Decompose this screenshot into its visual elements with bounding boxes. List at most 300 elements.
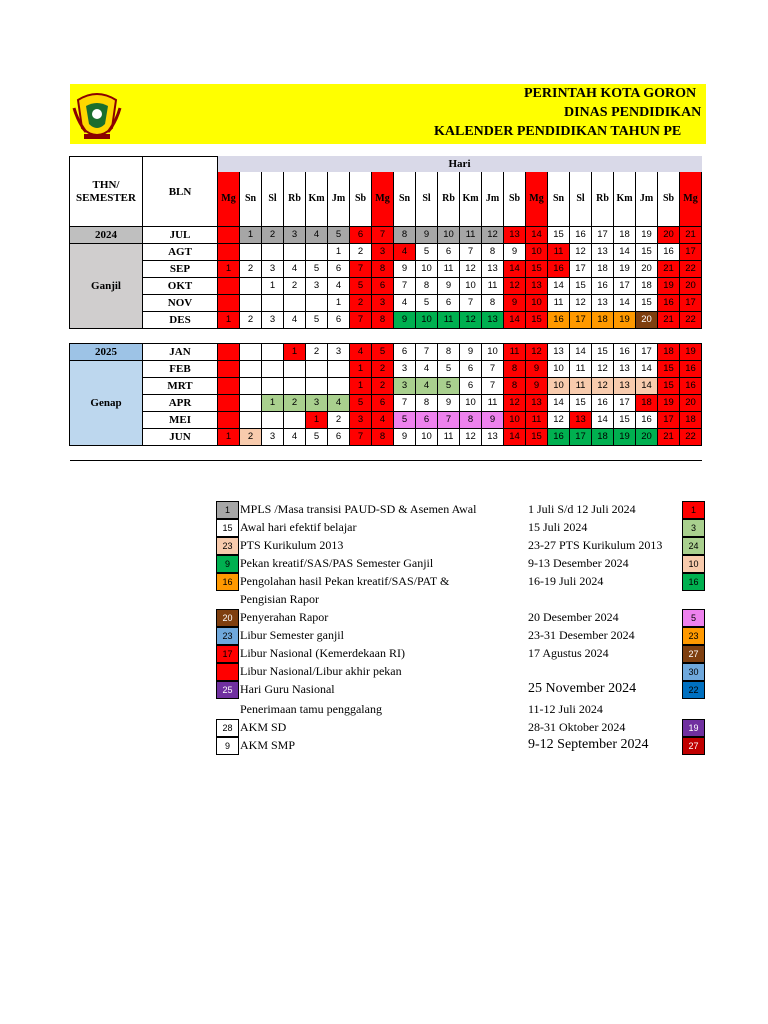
day-cell bbox=[218, 244, 240, 261]
legend-date: 11-12 Juli 2024 bbox=[528, 702, 603, 716]
day-cell: 5 bbox=[438, 361, 460, 378]
day-cell: 20 bbox=[680, 278, 702, 295]
day-cell bbox=[240, 278, 262, 295]
day-cell: 9 bbox=[460, 344, 482, 361]
day-cell: 14 bbox=[504, 312, 526, 329]
day-cell: 13 bbox=[614, 378, 636, 395]
year-2024: 2024 bbox=[70, 227, 143, 244]
day-cell: 12 bbox=[592, 361, 614, 378]
day-cell: 16 bbox=[658, 244, 680, 261]
day-cell: 14 bbox=[504, 429, 526, 446]
legend-row bbox=[216, 663, 706, 680]
legend-text: Pengolahan hasil Pekan kreatif/SAS/PAT & bbox=[240, 574, 450, 588]
day-cell: 18 bbox=[636, 278, 658, 295]
day-cell: 6 bbox=[328, 312, 350, 329]
legend-row bbox=[216, 537, 706, 554]
day-cell: 13 bbox=[548, 344, 570, 361]
day-cell: 7 bbox=[460, 295, 482, 312]
day-cell: 8 bbox=[372, 261, 394, 278]
day-cell: 17 bbox=[658, 412, 680, 429]
day-cell: 9 bbox=[482, 412, 504, 429]
day-cell: 6 bbox=[372, 395, 394, 412]
day-cell: 11 bbox=[548, 295, 570, 312]
header-title-line1 bbox=[230, 85, 706, 103]
day-cell: 18 bbox=[680, 412, 702, 429]
legend-date: 15 Juli 2024 bbox=[528, 520, 588, 534]
day-cell: 9 bbox=[394, 261, 416, 278]
day-cell: 12 bbox=[460, 312, 482, 329]
day-cell bbox=[328, 378, 350, 395]
day-cell: 2 bbox=[240, 429, 262, 446]
day-header-km: Km bbox=[614, 172, 636, 227]
day-cell: 15 bbox=[614, 412, 636, 429]
day-cell bbox=[240, 244, 262, 261]
legend-row bbox=[216, 501, 706, 518]
day-cell: 14 bbox=[570, 344, 592, 361]
day-cell: 11 bbox=[504, 344, 526, 361]
day-cell bbox=[284, 361, 306, 378]
day-cell bbox=[240, 295, 262, 312]
day-cell: 21 bbox=[658, 312, 680, 329]
legend-text: Awal hari efektif belajar bbox=[240, 520, 357, 534]
legend-right-color-box: 22 bbox=[682, 681, 705, 699]
day-header-sl: Sl bbox=[262, 172, 284, 227]
day-cell: 2 bbox=[284, 278, 306, 295]
month-sep: SEP bbox=[143, 261, 218, 278]
header-band bbox=[70, 84, 706, 144]
day-cell: 9 bbox=[504, 244, 526, 261]
day-cell: 10 bbox=[416, 312, 438, 329]
month-jan: JAN bbox=[143, 344, 218, 361]
day-cell: 1 bbox=[350, 361, 372, 378]
day-cell: 15 bbox=[548, 227, 570, 244]
day-cell: 13 bbox=[526, 395, 548, 412]
day-cell: 3 bbox=[394, 378, 416, 395]
day-cell: 3 bbox=[284, 227, 306, 244]
day-header-sl: Sl bbox=[416, 172, 438, 227]
day-cell: 3 bbox=[262, 312, 284, 329]
legend-right-color-box: 1 bbox=[682, 501, 705, 519]
day-cell: 13 bbox=[592, 295, 614, 312]
day-cell: 3 bbox=[372, 295, 394, 312]
day-cell: 20 bbox=[636, 261, 658, 278]
day-cell: 16 bbox=[636, 412, 658, 429]
day-cell: 12 bbox=[570, 295, 592, 312]
legend-color-box: 28 bbox=[216, 719, 239, 737]
legend-date: 9-12 September 2024 bbox=[528, 737, 649, 752]
legend-color-box bbox=[216, 663, 239, 681]
day-cell: 14 bbox=[504, 261, 526, 278]
day-cell bbox=[262, 295, 284, 312]
day-header-sb: Sb bbox=[504, 172, 526, 227]
day-cell: 9 bbox=[394, 429, 416, 446]
month-mei: MEI bbox=[143, 412, 218, 429]
day-cell: 17 bbox=[592, 227, 614, 244]
legend-right-color-box: 19 bbox=[682, 719, 705, 737]
day-cell: 6 bbox=[438, 295, 460, 312]
legend-text: Libur Nasional (Kemerdekaan RI) bbox=[240, 646, 405, 660]
legend-right-color-box: 3 bbox=[682, 519, 705, 537]
day-cell: 11 bbox=[570, 378, 592, 395]
thn-semester-header: THN/ SEMESTER bbox=[70, 157, 143, 227]
day-header-jm: Jm bbox=[636, 172, 658, 227]
day-cell: 2 bbox=[240, 261, 262, 278]
legend-right-color-box: 23 bbox=[682, 627, 705, 645]
day-cell: 10 bbox=[548, 361, 570, 378]
legend-date: 9-13 Desember 2024 bbox=[528, 556, 629, 570]
day-cell: 1 bbox=[328, 295, 350, 312]
day-cell: 15 bbox=[592, 344, 614, 361]
day-cell: 13 bbox=[504, 227, 526, 244]
day-cell: 18 bbox=[592, 429, 614, 446]
header-title-line3 bbox=[230, 123, 706, 141]
day-cell: 10 bbox=[416, 429, 438, 446]
day-cell: 12 bbox=[460, 261, 482, 278]
day-cell: 18 bbox=[658, 344, 680, 361]
legend-right-color-box: 10 bbox=[682, 555, 705, 573]
day-cell: 9 bbox=[394, 312, 416, 329]
day-cell: 5 bbox=[372, 344, 394, 361]
city-crest-logo bbox=[72, 88, 122, 142]
day-cell: 5 bbox=[328, 227, 350, 244]
day-header-rb: Rb bbox=[438, 172, 460, 227]
day-cell: 4 bbox=[284, 429, 306, 446]
day-header-jm: Jm bbox=[482, 172, 504, 227]
day-cell: 7 bbox=[416, 344, 438, 361]
day-cell bbox=[240, 378, 262, 395]
day-cell: 13 bbox=[592, 244, 614, 261]
day-cell: 9 bbox=[526, 378, 548, 395]
day-cell: 11 bbox=[482, 278, 504, 295]
day-cell: 8 bbox=[504, 361, 526, 378]
day-cell bbox=[240, 361, 262, 378]
day-cell: 15 bbox=[658, 378, 680, 395]
table-footer-spacer bbox=[70, 446, 702, 461]
day-cell: 1 bbox=[328, 244, 350, 261]
legend-row bbox=[216, 519, 706, 536]
day-cell: 20 bbox=[636, 429, 658, 446]
day-cell: 16 bbox=[548, 312, 570, 329]
day-cell: 11 bbox=[482, 395, 504, 412]
day-cell: 5 bbox=[306, 312, 328, 329]
day-cell: 15 bbox=[526, 429, 548, 446]
day-cell: 1 bbox=[284, 344, 306, 361]
day-cell: 4 bbox=[328, 278, 350, 295]
day-cell: 19 bbox=[658, 278, 680, 295]
legend-color-box: 16 bbox=[216, 573, 239, 591]
legend-right-color-box: 27 bbox=[682, 645, 705, 663]
day-cell: 5 bbox=[394, 412, 416, 429]
day-cell bbox=[262, 344, 284, 361]
day-cell: 3 bbox=[394, 361, 416, 378]
day-cell: 17 bbox=[680, 244, 702, 261]
day-cell: 7 bbox=[438, 412, 460, 429]
day-cell bbox=[240, 395, 262, 412]
day-cell: 1 bbox=[218, 312, 240, 329]
day-cell bbox=[240, 412, 262, 429]
legend-text: MPLS /Masa transisi PAUD-SD & Asemen Awal bbox=[240, 502, 477, 516]
legend-text: Penerimaan tamu penggalang bbox=[240, 702, 382, 716]
day-cell: 8 bbox=[372, 312, 394, 329]
day-cell: 16 bbox=[592, 278, 614, 295]
legend-date: 25 November 2024 bbox=[528, 681, 637, 696]
legend-right-color-box: 24 bbox=[682, 537, 705, 555]
day-header-sn: Sn bbox=[240, 172, 262, 227]
day-cell: 19 bbox=[614, 429, 636, 446]
day-cell: 8 bbox=[504, 378, 526, 395]
day-cell: 13 bbox=[570, 412, 592, 429]
legend-row bbox=[216, 701, 706, 718]
day-cell: 5 bbox=[306, 429, 328, 446]
semester-genap: Genap bbox=[70, 361, 143, 446]
day-cell: 22 bbox=[680, 261, 702, 278]
month-jun: JUN bbox=[143, 429, 218, 446]
day-cell bbox=[284, 412, 306, 429]
legend-color-box: 25 bbox=[216, 681, 239, 699]
day-cell: 11 bbox=[438, 312, 460, 329]
calendar-table bbox=[69, 156, 702, 461]
day-cell: 6 bbox=[372, 278, 394, 295]
day-cell: 14 bbox=[614, 295, 636, 312]
day-cell: 7 bbox=[372, 227, 394, 244]
day-cell: 3 bbox=[262, 429, 284, 446]
day-cell: 6 bbox=[416, 412, 438, 429]
header-line2-text: DINAS PENDIDIKAN bbox=[564, 105, 702, 120]
day-cell: 6 bbox=[460, 361, 482, 378]
legend-row bbox=[216, 645, 706, 662]
day-cell: 5 bbox=[438, 378, 460, 395]
legend-row bbox=[216, 591, 706, 608]
legend-right-color-box: 30 bbox=[682, 663, 705, 681]
day-cell: 15 bbox=[526, 261, 548, 278]
day-cell: 8 bbox=[416, 395, 438, 412]
day-cell: 9 bbox=[416, 227, 438, 244]
semester-ganjil: Ganjil bbox=[70, 244, 143, 329]
day-cell: 7 bbox=[394, 395, 416, 412]
day-cell: 16 bbox=[658, 295, 680, 312]
legend-date: 20 Desember 2024 bbox=[528, 610, 619, 624]
day-cell: 4 bbox=[284, 312, 306, 329]
day-cell bbox=[218, 278, 240, 295]
day-cell: 4 bbox=[394, 244, 416, 261]
legend-row bbox=[216, 737, 706, 754]
day-cell: 17 bbox=[570, 429, 592, 446]
day-cell: 19 bbox=[614, 312, 636, 329]
day-cell: 9 bbox=[438, 278, 460, 295]
day-header-mg: Mg bbox=[526, 172, 548, 227]
day-header-mg: Mg bbox=[680, 172, 702, 227]
day-cell: 1 bbox=[240, 227, 262, 244]
day-cell: 14 bbox=[526, 227, 548, 244]
legend-right-color-box: 16 bbox=[682, 573, 705, 591]
day-cell: 17 bbox=[570, 261, 592, 278]
day-cell: 1 bbox=[306, 412, 328, 429]
day-cell: 17 bbox=[636, 344, 658, 361]
day-cell bbox=[218, 378, 240, 395]
day-cell: 3 bbox=[262, 261, 284, 278]
day-cell: 16 bbox=[570, 227, 592, 244]
day-cell: 4 bbox=[328, 395, 350, 412]
legend-date: 16-19 Juli 2024 bbox=[528, 574, 604, 588]
day-cell: 8 bbox=[482, 295, 504, 312]
day-cell bbox=[284, 244, 306, 261]
day-cell: 18 bbox=[592, 312, 614, 329]
legend-row bbox=[216, 681, 706, 698]
legend-text: Pekan kreatif/SAS/PAS Semester Ganjil bbox=[240, 556, 434, 570]
day-cell: 17 bbox=[680, 295, 702, 312]
header-line3-text: KALENDER PENDIDIKAN TAHUN PE bbox=[434, 124, 682, 139]
day-cell bbox=[306, 244, 328, 261]
day-cell: 18 bbox=[592, 261, 614, 278]
day-cell: 4 bbox=[394, 295, 416, 312]
day-cell: 17 bbox=[614, 395, 636, 412]
legend-text: AKM SD bbox=[240, 720, 287, 734]
legend-color-box: 1 bbox=[216, 501, 239, 519]
legend-text: AKM SMP bbox=[240, 738, 296, 752]
day-cell bbox=[284, 295, 306, 312]
day-cell bbox=[240, 344, 262, 361]
day-cell: 20 bbox=[658, 227, 680, 244]
day-cell: 6 bbox=[394, 344, 416, 361]
day-cell: 6 bbox=[328, 261, 350, 278]
day-cell bbox=[218, 395, 240, 412]
day-cell: 10 bbox=[438, 227, 460, 244]
day-cell: 19 bbox=[658, 395, 680, 412]
day-cell bbox=[262, 412, 284, 429]
header-line1-text: PERINTAH KOTA GORON bbox=[524, 86, 697, 101]
day-cell: 14 bbox=[548, 278, 570, 295]
day-cell: 8 bbox=[482, 244, 504, 261]
day-header-sn: Sn bbox=[548, 172, 570, 227]
day-cell: 2 bbox=[240, 312, 262, 329]
day-cell: 13 bbox=[526, 278, 548, 295]
day-cell: 11 bbox=[570, 361, 592, 378]
hari-header: Hari bbox=[218, 157, 702, 172]
day-cell: 14 bbox=[636, 361, 658, 378]
legend-row bbox=[216, 719, 706, 736]
day-cell: 7 bbox=[394, 278, 416, 295]
month-apr: APR bbox=[143, 395, 218, 412]
day-cell: 2 bbox=[284, 395, 306, 412]
day-cell: 10 bbox=[460, 395, 482, 412]
day-cell: 14 bbox=[592, 412, 614, 429]
month-agt: AGT bbox=[143, 244, 218, 261]
day-cell: 3 bbox=[306, 395, 328, 412]
legend-color-box: 20 bbox=[216, 609, 239, 627]
day-cell: 4 bbox=[350, 344, 372, 361]
day-cell: 15 bbox=[570, 278, 592, 295]
day-cell: 3 bbox=[306, 278, 328, 295]
day-cell: 10 bbox=[526, 244, 548, 261]
day-cell bbox=[284, 378, 306, 395]
day-cell: 2 bbox=[372, 378, 394, 395]
day-cell: 10 bbox=[460, 278, 482, 295]
month-okt: OKT bbox=[143, 278, 218, 295]
bln-header: BLN bbox=[143, 157, 218, 227]
day-cell: 1 bbox=[262, 395, 284, 412]
day-cell: 4 bbox=[416, 361, 438, 378]
day-cell: 10 bbox=[482, 344, 504, 361]
legend-text: Pengisian Rapor bbox=[240, 592, 319, 606]
day-cell bbox=[218, 295, 240, 312]
day-cell: 16 bbox=[614, 344, 636, 361]
legend-date: 23-31 Desember 2024 bbox=[528, 628, 635, 642]
day-cell: 5 bbox=[306, 261, 328, 278]
day-cell: 19 bbox=[680, 344, 702, 361]
day-cell: 2 bbox=[306, 344, 328, 361]
day-cell: 3 bbox=[350, 412, 372, 429]
table-spacer bbox=[70, 329, 702, 344]
day-cell: 2 bbox=[328, 412, 350, 429]
year-2025: 2025 bbox=[70, 344, 143, 361]
legend-color-box: 9 bbox=[216, 555, 239, 573]
day-header-sb: Sb bbox=[350, 172, 372, 227]
day-cell: 4 bbox=[416, 378, 438, 395]
day-cell: 15 bbox=[636, 295, 658, 312]
day-cell: 14 bbox=[636, 378, 658, 395]
day-cell: 15 bbox=[658, 361, 680, 378]
day-cell: 7 bbox=[350, 261, 372, 278]
day-cell: 9 bbox=[438, 395, 460, 412]
day-cell: 21 bbox=[658, 261, 680, 278]
day-cell: 15 bbox=[636, 244, 658, 261]
day-cell: 18 bbox=[614, 227, 636, 244]
day-cell: 10 bbox=[504, 412, 526, 429]
day-cell: 12 bbox=[460, 429, 482, 446]
day-header-sn: Sn bbox=[394, 172, 416, 227]
day-cell: 11 bbox=[548, 244, 570, 261]
month-des: DES bbox=[143, 312, 218, 329]
day-header-sb: Sb bbox=[658, 172, 680, 227]
day-cell: 14 bbox=[614, 244, 636, 261]
day-cell: 13 bbox=[482, 261, 504, 278]
day-header-jm: Jm bbox=[328, 172, 350, 227]
day-cell: 9 bbox=[526, 361, 548, 378]
legend-row bbox=[216, 609, 706, 626]
day-header-mg: Mg bbox=[218, 172, 240, 227]
day-header-km: Km bbox=[460, 172, 482, 227]
legend-row bbox=[216, 573, 706, 590]
month-jul: JUL bbox=[143, 227, 218, 244]
legend bbox=[216, 501, 716, 761]
legend-row bbox=[216, 627, 706, 644]
day-cell: 5 bbox=[350, 395, 372, 412]
day-cell: 12 bbox=[504, 395, 526, 412]
day-cell: 12 bbox=[592, 378, 614, 395]
legend-row bbox=[216, 555, 706, 572]
day-cell bbox=[262, 361, 284, 378]
day-cell: 10 bbox=[416, 261, 438, 278]
legend-text: Libur Nasional/Libur akhir pekan bbox=[240, 664, 402, 678]
day-cell: 12 bbox=[526, 344, 548, 361]
day-cell: 2 bbox=[262, 227, 284, 244]
day-cell: 12 bbox=[482, 227, 504, 244]
day-cell: 5 bbox=[416, 244, 438, 261]
legend-color-box: 15 bbox=[216, 519, 239, 537]
day-cell: 8 bbox=[460, 412, 482, 429]
day-header-rb: Rb bbox=[284, 172, 306, 227]
legend-date: 23-27 PTS Kurikulum 2013 bbox=[528, 538, 663, 552]
day-cell: 15 bbox=[570, 395, 592, 412]
day-cell: 16 bbox=[548, 261, 570, 278]
day-cell: 5 bbox=[350, 278, 372, 295]
day-cell: 14 bbox=[548, 395, 570, 412]
day-cell: 10 bbox=[526, 295, 548, 312]
day-cell: 16 bbox=[592, 395, 614, 412]
legend-date: 17 Agustus 2024 bbox=[528, 646, 609, 660]
legend-text: Hari Guru Nasional bbox=[240, 682, 335, 696]
day-cell: 13 bbox=[482, 429, 504, 446]
